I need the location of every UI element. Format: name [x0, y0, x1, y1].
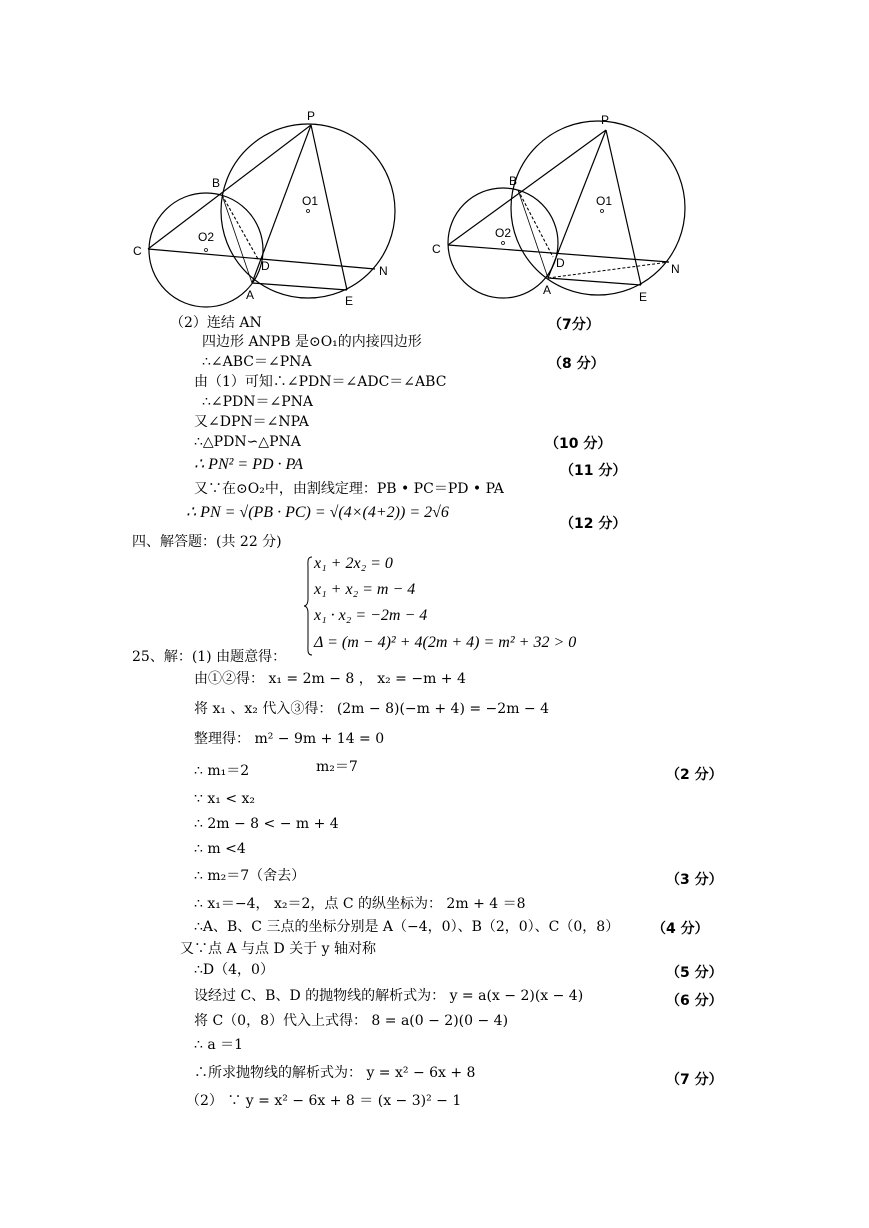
solution-line: ∴ x₁＝−4， x₂＝2，点 C 的纵坐标为： 2m + 4 ＝8	[194, 896, 526, 912]
circle-o1	[511, 121, 685, 295]
segment-bd-dashed	[518, 190, 553, 257]
solution-line: ∴所求抛物线的解析式为： y = x² − 6x + 8	[194, 1065, 476, 1081]
solution-line: 整理得： m² − 9m + 14 = 0	[194, 731, 385, 747]
proof-line: 又∵在⊙O₂中，由割线定理：PB • PC＝PD • PA	[194, 481, 504, 497]
score-label: （12 分）	[560, 516, 627, 532]
label-p: P	[307, 109, 316, 123]
proof-line: ∴∠ABC＝∠PNA	[202, 354, 312, 370]
system-equation: x₁ + x₂ = m − 4	[314, 581, 416, 598]
solution-line: 又∵点 A 与点 D 关于 y 轴对称	[180, 941, 376, 957]
label-c: C	[432, 242, 441, 256]
score-label: （3 分）	[666, 872, 723, 888]
segment-cp	[148, 125, 311, 249]
geometry-figure-left	[125, 105, 405, 315]
label-o2: O2	[198, 230, 215, 244]
solution-line: ∴ m₁＝2	[194, 763, 250, 779]
score-label: （5 分）	[666, 965, 723, 981]
label-n: N	[671, 262, 680, 276]
solution-line: ∵ x₁ < x₂	[194, 791, 256, 807]
system-brace	[303, 556, 313, 656]
score-label: （7 分）	[666, 1072, 723, 1088]
label-o1: O1	[302, 194, 319, 208]
solution-line: ∴ m <4	[194, 841, 246, 857]
label-a: A	[543, 283, 552, 297]
segment-ba	[518, 190, 548, 278]
solution-line: 设经过 C、B、D 的抛物线的解析式为： y = a(x − 2)(x − 4)	[194, 988, 584, 1004]
system-equation: Δ = (m − 4)² + 4(2m + 4) = m² + 32 > 0	[314, 634, 577, 651]
solution-line: ∴ a ＝1	[194, 1037, 244, 1053]
score-label: （7分）	[548, 317, 600, 333]
label-n: N	[379, 264, 388, 278]
proof-line: 又∠DPN＝∠NPA	[194, 414, 309, 430]
label-b: B	[212, 176, 221, 190]
score-label: （8 分）	[548, 356, 605, 372]
score-label: （6 分）	[666, 993, 723, 1009]
solution-line: 由①②得： x₁ = 2m − 8 ， x₂ = −m + 4	[194, 671, 466, 687]
label-o2: O2	[495, 226, 512, 240]
label-c: C	[133, 244, 142, 258]
label-p: P	[601, 113, 610, 127]
proof-line: ∴△PDN∽△PNA	[194, 434, 301, 450]
score-label: （2 分）	[666, 767, 723, 783]
solution-line: ∴A、B、C 三点的坐标分别是 A（−4，0）、B（2，0）、C（0，8）	[194, 919, 620, 935]
section-heading: 四、解答题：(共 22 分)	[132, 534, 282, 550]
system-equation: x₁ + 2x₂ = 0	[314, 555, 393, 572]
segment-an-dashed	[548, 262, 669, 278]
label-d: D	[556, 256, 565, 270]
label-o1: O1	[596, 194, 613, 208]
problem-intro: 25、解：(1) 由题意得：	[132, 649, 287, 665]
solution-line: （2） ∵ y = x² − 6x + 8 ＝ (x − 3)² − 1	[186, 1093, 462, 1109]
geometry-figure-right	[425, 105, 705, 315]
proof-line: （2）连结 AN	[170, 315, 262, 331]
label-d: D	[261, 259, 270, 273]
system-equation: x₁ · x₂ = −2m − 4	[314, 607, 428, 624]
label-e: E	[345, 294, 354, 308]
proof-line: ∴∠PDN＝∠PNA	[202, 394, 314, 410]
segment-ae	[548, 278, 641, 285]
solution-line: m₂＝7	[316, 759, 358, 775]
score-label: （10 分）	[545, 436, 612, 452]
proof-line: 由（1）可知∴∠PDN＝∠ADC＝∠ABC	[194, 374, 447, 390]
proof-line: 四边形 ANPB 是⊙O₁的内接四边形	[202, 334, 422, 350]
proof-line-formula: ∴ PN = √(PB · PC) = √(4×(4+2)) = 2√6	[186, 504, 449, 521]
score-label: （4 分）	[652, 921, 709, 937]
segment-cp	[448, 130, 606, 245]
label-e: E	[639, 290, 648, 304]
solution-line: ∴D（4，0）	[194, 962, 274, 978]
solution-line: ∴ m₂＝7（舍去）	[194, 868, 306, 884]
segment-ae	[252, 283, 347, 290]
label-b: B	[509, 174, 518, 188]
segment-ba	[222, 195, 252, 283]
score-label: （11 分）	[560, 463, 627, 479]
solution-line: ∴ 2m − 8 < − m + 4	[194, 816, 339, 832]
proof-line-formula: ∴ PN² = PD · PA	[194, 456, 304, 473]
solution-line: 将 x₁ 、x₂ 代入③得： (2m − 8)(−m + 4) = −2m − 4	[194, 701, 550, 717]
solution-line: 将 C（0，8）代入上式得： 8 = a(0 − 2)(0 − 4)	[194, 1013, 509, 1029]
label-a: A	[246, 288, 255, 302]
